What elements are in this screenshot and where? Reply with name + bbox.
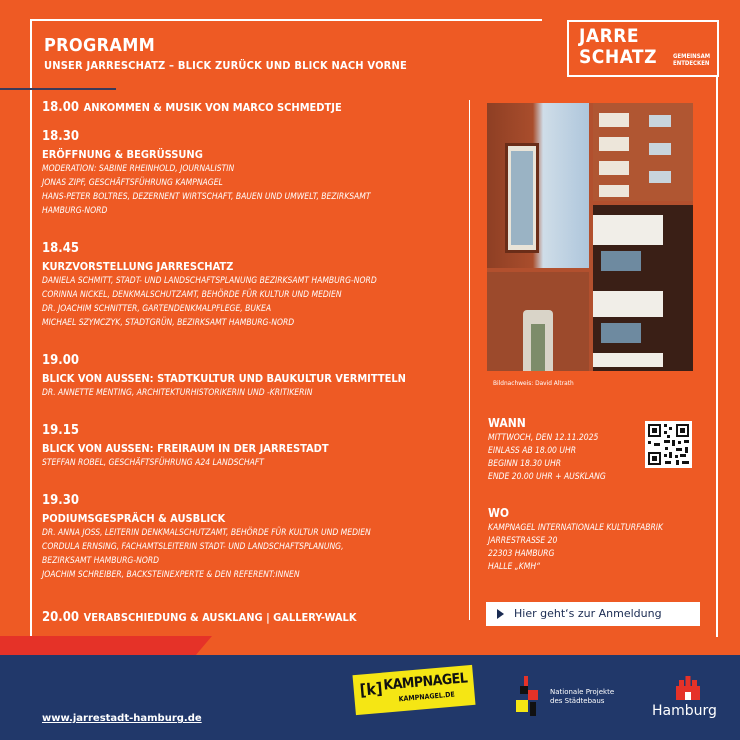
slot-time: 18.30 bbox=[42, 129, 79, 144]
slot-time: 18.00 bbox=[42, 100, 79, 115]
photo-brick-bands bbox=[593, 205, 693, 371]
when-heading: WANN bbox=[488, 416, 526, 430]
hamburg-castle-icon bbox=[674, 676, 702, 700]
slot-detail: MICHAEL SZYMCZYK, STADTGRÜN, BEZIRKSAMT HAMBURG-NORD bbox=[42, 318, 295, 328]
slot-time: 19.00 bbox=[42, 353, 79, 368]
slot-detail: HANS-PETER BOLTRES, DEZERNENT WIRTSCHAFT, BAUEN UND UMWELT, BEZIRKSAMT bbox=[42, 192, 371, 202]
np-line-2: des Städtebaus bbox=[550, 697, 605, 705]
hamburg-wordmark: Hamburg bbox=[652, 703, 717, 719]
where-line: HALLE „KMH“ bbox=[488, 562, 541, 572]
slot-detail: HAMBURG-NORD bbox=[42, 206, 108, 216]
program-slot-1800 bbox=[42, 96, 342, 116]
where-heading: WO bbox=[488, 506, 510, 520]
slot-title: PODIUMSGESPRÄCH & AUSBLICK bbox=[42, 512, 226, 525]
logo-tagline bbox=[673, 53, 710, 67]
slot-title: KURZVORSTELLUNG JARRESCHATZ bbox=[42, 260, 234, 273]
page-subtitle: UNSER JARRESCHATZ – BLICK ZURÜCK UND BLICK NACH VORNE bbox=[44, 59, 407, 72]
when-line: ENDE 20.00 UHR + AUSKLANG bbox=[488, 472, 606, 482]
program-slot-1930 bbox=[42, 493, 371, 582]
slot-detail: DR. ANNA JOSS, LEITERIN DENKMALSCHUTZAMT, BEHÖRDE FÜR KULTUR UND MEDIEN bbox=[42, 528, 371, 538]
logo-tagline-1: GEMEINSAM bbox=[673, 53, 711, 60]
slot-time: 19.15 bbox=[42, 423, 79, 438]
nationale-projekte-icon bbox=[516, 676, 546, 716]
when-line: MITTWOCH, DEN 12.11.2025 bbox=[488, 433, 599, 443]
where-section bbox=[488, 506, 663, 574]
frame-right-line bbox=[716, 77, 718, 637]
slot-time: 19.30 bbox=[42, 493, 79, 508]
slot-time: 18.45 bbox=[42, 241, 79, 256]
nationale-projekte-text bbox=[550, 688, 614, 706]
header bbox=[44, 36, 407, 72]
slot-detail: CORINNA NICKEL, DENKMALSCHUTZAMT, BEHÖRDE FÜR KULTUR UND MEDIEN bbox=[42, 290, 342, 300]
slot-detail: DANIELA SCHMITT, STADT- UND LANDSCHAFTSPLANUNG BEZIRKSAMT HAMBURG-NORD bbox=[42, 276, 377, 286]
kampnagel-name: KAMPNAGEL bbox=[382, 670, 468, 694]
slot-detail: JONAS ZIPF, GESCHÄFTSFÜHRUNG KAMPNAGEL bbox=[42, 178, 223, 188]
logo-wordmark bbox=[579, 26, 657, 68]
when-section bbox=[488, 416, 606, 484]
slot-title: ANKOMMEN & MUSIK VON MARCO SCHMEDTJE bbox=[83, 101, 342, 114]
play-arrow-icon bbox=[497, 609, 504, 619]
slot-detail: BEZIRKSAMT HAMBURG-NORD bbox=[42, 556, 160, 566]
slot-detail: MODERATION: SABINE RHEINHOLD, JOURNALISTIN bbox=[42, 164, 235, 174]
program-slot-1845 bbox=[42, 241, 377, 330]
logo-tagline-2: ENTDECKEN bbox=[673, 60, 710, 67]
photo-balconies bbox=[593, 103, 693, 201]
when-line: EINLASS AB 18.00 UHR bbox=[488, 446, 577, 456]
frame-left-line bbox=[30, 19, 32, 637]
jarreschatz-logo bbox=[567, 20, 719, 77]
kampnagel-k: [k] bbox=[358, 678, 384, 700]
where-line: 22303 HAMBURG bbox=[488, 549, 555, 559]
photo-credit: Bildnachweis: David Altrath bbox=[493, 379, 574, 387]
qr-code[interactable] bbox=[645, 421, 692, 468]
logo-line-1: JARRE bbox=[579, 25, 640, 47]
register-button[interactable] bbox=[486, 602, 700, 626]
program-slot-1915 bbox=[42, 423, 329, 470]
photo-archway bbox=[487, 272, 589, 371]
program-slot-1900 bbox=[42, 353, 406, 400]
when-line: BEGINN 18.30 UHR bbox=[488, 459, 562, 469]
page-title: PROGRAMM bbox=[44, 35, 156, 56]
slot-title: BLICK VON AUSSEN: FREIRAUM IN DER JARRESTADT bbox=[42, 442, 329, 455]
slot-detail: DR. ANNETTE MENTING, ARCHITEKTURHISTORIKERIN UND -KRITIKERIN bbox=[42, 388, 313, 398]
slot-title: ERÖFFNUNG & BEGRÜSSUNG bbox=[42, 148, 203, 161]
kampnagel-domain: KAMPNAGEL.DE bbox=[398, 690, 456, 704]
column-divider bbox=[469, 100, 470, 620]
red-accent-stripe bbox=[0, 636, 212, 656]
photo-brick-curve bbox=[487, 103, 589, 268]
photo-collage bbox=[487, 103, 693, 371]
where-line: KAMPNAGEL INTERNATIONALE KULTURFABRIK bbox=[488, 523, 664, 533]
logo-line-2: SCHATZ bbox=[579, 46, 657, 68]
slot-detail: STEFFAN ROBEL, GESCHÄFTSFÜHRUNG A24 LANDSCHAFT bbox=[42, 458, 264, 468]
register-button-label: Hier geht‘s zur Anmeldung bbox=[514, 607, 662, 620]
np-line-1: Nationale Projekte bbox=[550, 688, 615, 696]
slot-time: 20.00 bbox=[42, 610, 79, 625]
slot-title: BLICK VON AUSSEN: STADTKULTUR UND BAUKULTUR VERMITTELN bbox=[42, 372, 406, 385]
slot-detail: DR. JOACHIM SCHNITTER, GARTENDENKMALPFLEGE, BUKEA bbox=[42, 304, 272, 314]
program-slot-1830 bbox=[42, 129, 371, 218]
frame-top-line bbox=[30, 19, 542, 21]
slot-detail: JOACHIM SCHREIBER, BACKSTEINEXPERTE & DEN REFERENT:INNEN bbox=[42, 570, 300, 580]
slot-detail: CORDULA ERNSING, FACHAMTSLEITERIN STADT- UND LANDSCHAFTSPLANUNG, bbox=[42, 542, 344, 552]
slot-title: VERABSCHIEDUNG & AUSKLANG | GALLERY-WALK bbox=[83, 611, 357, 624]
where-line: JARRESTRASSE 20 bbox=[488, 536, 558, 546]
website-link[interactable]: www.jarrestadt-hamburg.de bbox=[42, 713, 202, 724]
program-slot-2000 bbox=[42, 606, 357, 626]
header-divider bbox=[0, 88, 116, 90]
